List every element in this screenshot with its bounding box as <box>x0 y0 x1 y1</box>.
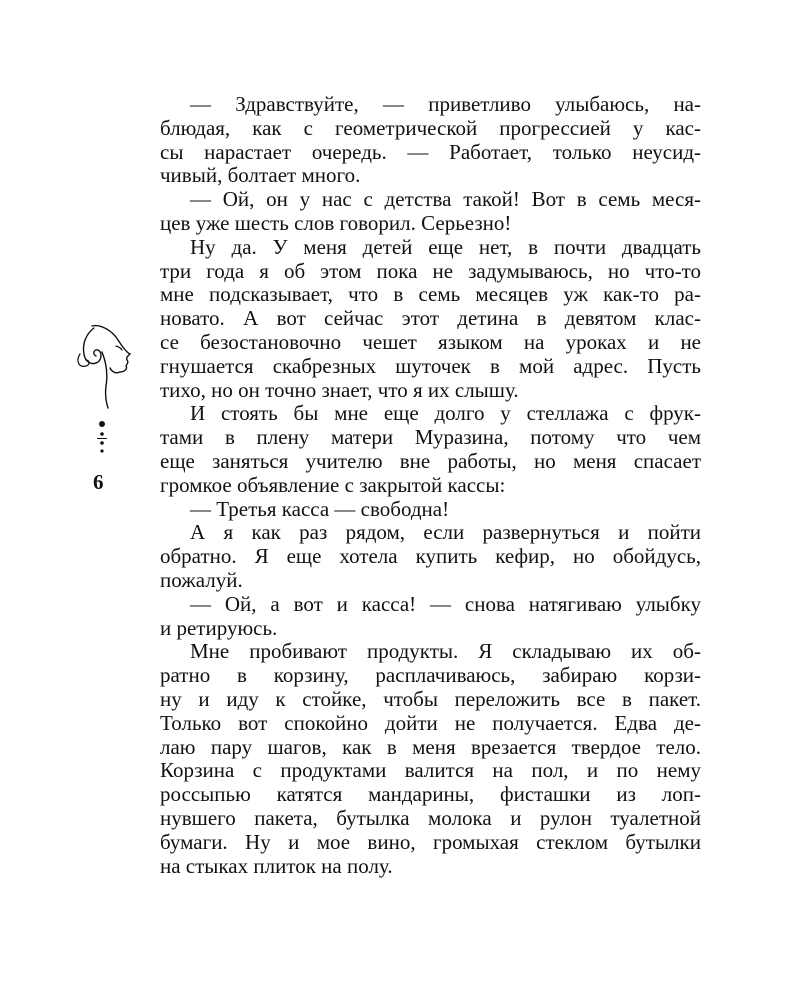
text-line: три года я об этом пока не задумываюсь, но что-то <box>160 258 701 283</box>
text-line: новато. А вот сейчас этот детина в девятом клас- <box>160 306 701 331</box>
text-line: еще заняться учителю вне работы, но меня спасает <box>160 448 701 473</box>
vertical-dots-ornament-icon <box>92 420 112 454</box>
text-line: нувшего пакета, бутылка молока и рулон туалетной <box>160 805 701 830</box>
text-line: Только вот спокойно дойти не получается. Едва де- <box>160 710 701 735</box>
text-line: на стыках плиток на полу. <box>160 853 393 878</box>
text-line: чивый, болтает много. <box>160 163 361 188</box>
text-line: се безостановочно чешет языком на уроках и не <box>160 329 701 354</box>
text-line: и ретируюсь. <box>160 615 278 640</box>
woman-profile-line-art-icon <box>72 322 136 410</box>
body-text <box>160 93 701 878</box>
text-line: тами в плену матери Муразина, потому что чем <box>160 425 701 450</box>
text-line: громкое объявление с закрытой кассы: <box>160 472 506 497</box>
text-line: Ну да. У меня детей еще нет, в почти двадцать <box>190 234 701 259</box>
text-line: лаю пару шагов, как в меня врезается твердое тело. <box>160 734 701 759</box>
text-line: Мне пробивают продукты. Я складываю их об- <box>190 639 701 664</box>
text-line: обратно. Я еще хотела купить кефир, но обойдусь, <box>160 544 701 569</box>
text-line: мне подсказывает, что в семь месяцев уж как-то ра- <box>160 282 701 307</box>
text-line: — Здравствуйте, — приветливо улыбаюсь, на- <box>190 92 701 116</box>
text-line: А я как раз рядом, если развернуться и пойти <box>190 520 701 545</box>
page-number: 6 <box>93 470 104 494</box>
text-line: бумаги. Ну и мое вино, громыхая стеклом бутылки <box>160 829 701 854</box>
text-line: — Третья касса — свободна! <box>190 496 450 521</box>
text-line: сы нарастает очередь. — Работает, только неусид- <box>160 139 701 164</box>
text-line: ратно в корзину, расплачиваюсь, забираю корзи- <box>160 663 701 688</box>
text-line: цев уже шесть слов говорил. Серьезно! <box>160 210 512 235</box>
text-line: И стоять бы мне еще долго у стеллажа с фрук- <box>190 401 701 426</box>
text-line: россыпью катятся мандарины, фисташки из лоп- <box>160 782 701 807</box>
text-line: ну и иду к стойке, чтобы переложить все в пакет. <box>160 686 701 711</box>
text-line: — Ой, а вот и касса! — снова натягиваю улыбку <box>190 591 701 616</box>
text-line: Корзина с продуктами валится на пол, и по нему <box>160 758 701 783</box>
text-line: — Ой, он у нас с детства такой! Вот в семь меся- <box>190 187 701 212</box>
text-line: гнушается скабрезных шуточек в мой адрес. Пусть <box>160 353 701 378</box>
text-line: тихо, но он точно знает, что я их слышу. <box>160 377 519 402</box>
text-line: пожалуй. <box>160 567 243 592</box>
text-line: блюдая, как с геометрической прогрессией у кас- <box>160 115 701 140</box>
